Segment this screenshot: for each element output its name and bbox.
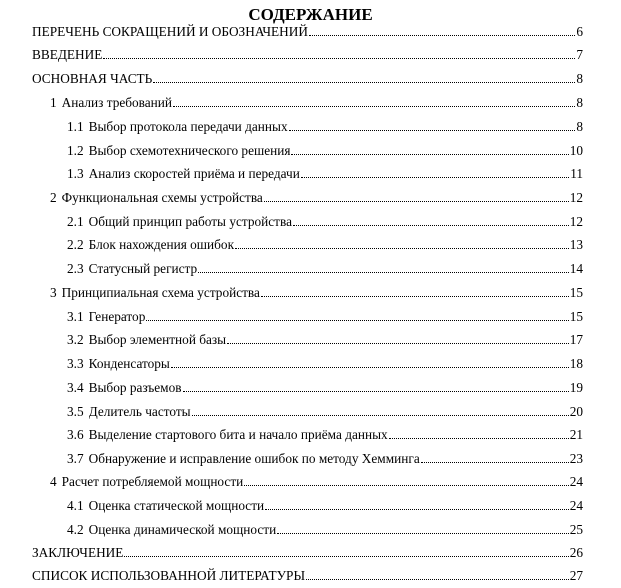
toc-dot-leader <box>264 201 569 202</box>
toc-entry-text: ЗАКЛЮЧЕНИЕ <box>32 545 124 560</box>
toc-page-number: 8 <box>576 119 583 134</box>
toc-page-number: 8 <box>576 71 583 86</box>
toc-entry-section-3-6[interactable] <box>67 427 583 443</box>
toc-page-number: 19 <box>569 380 583 395</box>
toc-dot-leader <box>235 248 569 249</box>
toc-entry-text: Выбор схемотехнического решения <box>88 143 291 158</box>
toc-entry-section-3[interactable] <box>50 285 583 301</box>
toc-page-number: 23 <box>569 451 583 466</box>
toc-page-number: 24 <box>569 474 583 489</box>
toc-entry-number: 3.4 <box>67 380 84 395</box>
toc-entry-number: 3.6 <box>67 427 84 442</box>
toc-entry-text: ПЕРЕЧЕНЬ СОКРАЩЕНИЙ И ОБОЗНАЧЕНИЙ <box>32 24 308 39</box>
toc-page-number: 15 <box>569 309 583 324</box>
toc-dot-leader <box>124 556 568 557</box>
toc-dot-leader <box>146 320 568 321</box>
toc-entry-text: Анализ скоростей приёма и передачи <box>88 166 300 181</box>
toc-entry-abbreviations[interactable] <box>32 24 583 40</box>
toc-dot-leader <box>198 272 569 273</box>
toc-entry-text: Блок нахождения ошибок <box>88 237 235 252</box>
toc-entry-section-3-7[interactable] <box>67 451 583 467</box>
toc-entry-text: Конденсаторы <box>88 356 170 371</box>
toc-dot-leader <box>103 58 575 59</box>
toc-entry-section-1-3[interactable] <box>67 166 583 182</box>
toc-entry-text: Расчет потребляемой мощности <box>61 474 244 489</box>
toc-entry-text: Статусный регистр <box>88 261 198 276</box>
toc-dot-leader <box>277 533 569 534</box>
toc-dot-leader <box>421 462 569 463</box>
toc-entry-number: 4.2 <box>67 522 84 537</box>
toc-entry-section-2-3[interactable] <box>67 261 583 277</box>
toc-dot-leader <box>183 391 569 392</box>
toc-page-number: 8 <box>576 95 583 110</box>
toc-dot-leader <box>227 343 569 344</box>
toc-entry-section-2-1[interactable] <box>67 214 583 230</box>
toc-dot-leader <box>293 225 569 226</box>
toc-dot-leader <box>261 296 569 297</box>
toc-entry-number: 2.2 <box>67 237 84 252</box>
toc-entry-text: Генератор <box>88 309 146 324</box>
toc-entry-number: 1.1 <box>67 119 84 134</box>
toc-dot-leader <box>244 485 568 486</box>
toc-entry-text: Выбор элементной базы <box>88 332 227 347</box>
toc-page-number: 12 <box>569 214 583 229</box>
toc-entry-section-4-2[interactable] <box>67 522 583 538</box>
toc-dot-leader <box>289 130 576 131</box>
toc-entry-number: 2 <box>50 190 57 205</box>
toc-page-number: 6 <box>576 24 583 39</box>
toc-page-number: 21 <box>569 427 583 442</box>
toc-entry-section-3-2[interactable] <box>67 332 583 348</box>
toc-page-number: 20 <box>569 404 583 419</box>
toc-dot-leader <box>309 35 575 36</box>
toc-entry-number: 3.2 <box>67 332 84 347</box>
toc-page-number: 17 <box>569 332 583 347</box>
toc-entry-section-1-1[interactable] <box>67 119 583 135</box>
toc-entry-number: 2.1 <box>67 214 84 229</box>
toc-dot-leader <box>153 82 575 83</box>
toc-entry-number: 3.5 <box>67 404 84 419</box>
toc-entry-text: Оценка динамической мощности <box>88 522 277 537</box>
toc-entry-number: 3.3 <box>67 356 84 371</box>
toc-entry-section-3-1[interactable] <box>67 309 583 325</box>
toc-title: СОДЕРЖАНИЕ <box>248 5 373 24</box>
toc-entry-text: Функциональная схемы устройства <box>61 190 263 205</box>
toc-page-number: 27 <box>569 568 583 583</box>
toc-entry-introduction[interactable] <box>32 47 583 63</box>
toc-entry-main-part[interactable] <box>32 71 583 87</box>
toc-entry-section-3-4[interactable] <box>67 380 583 396</box>
toc-entry-conclusion[interactable] <box>32 545 583 561</box>
toc-entry-number: 3.7 <box>67 451 84 466</box>
toc-dot-leader <box>389 438 569 439</box>
toc-entry-section-3-3[interactable] <box>67 356 583 372</box>
toc-entry-number: 3.1 <box>67 309 84 324</box>
toc-dot-leader <box>171 367 569 368</box>
toc-page-number: 11 <box>570 166 583 181</box>
toc-entry-section-2-2[interactable] <box>67 237 583 253</box>
toc-page-number: 14 <box>569 261 583 276</box>
toc-dot-leader <box>306 579 569 580</box>
toc-entry-text: ОСНОВНАЯ ЧАСТЬ <box>32 71 153 86</box>
toc-entry-text: Общий принцип работы устройства <box>88 214 292 229</box>
toc-entry-text: Выделение стартового бита и начало приёма данных <box>88 427 388 442</box>
toc-entry-text: Выбор разъемов <box>88 380 182 395</box>
toc-dot-leader <box>265 509 569 510</box>
toc-entry-section-2[interactable] <box>50 190 583 206</box>
toc-page-number: 26 <box>569 545 583 560</box>
toc-dot-leader <box>173 106 575 107</box>
toc-page-number: 13 <box>569 237 583 252</box>
toc-dot-leader <box>192 415 569 416</box>
toc-entry-number: 2.3 <box>67 261 84 276</box>
toc-entry-number: 4 <box>50 474 57 489</box>
toc-page-number: 25 <box>569 522 583 537</box>
toc-entry-number: 4.1 <box>67 498 84 513</box>
toc-entry-section-1-2[interactable] <box>67 143 583 159</box>
toc-dot-leader <box>301 177 569 178</box>
toc-page-number: 7 <box>576 47 583 62</box>
toc-page-number: 10 <box>569 143 583 158</box>
toc-entry-section-4[interactable] <box>50 474 583 490</box>
toc-entry-number: 1 <box>50 95 57 110</box>
toc-page-number: 15 <box>569 285 583 300</box>
toc-page-number: 18 <box>569 356 583 371</box>
toc-page-number: 12 <box>569 190 583 205</box>
toc-entry-section-4-1[interactable] <box>67 498 583 514</box>
toc-entry-text: Делитель частоты <box>88 404 191 419</box>
toc-entry-references[interactable] <box>32 568 583 584</box>
toc-page-number: 24 <box>569 498 583 513</box>
toc-entry-section-3-5[interactable] <box>67 404 583 420</box>
toc-entry-section-1[interactable] <box>50 95 583 111</box>
toc-entry-text: Принципиальная схема устройства <box>61 285 260 300</box>
toc-entry-text: Анализ требований <box>61 95 173 110</box>
toc-entry-text: Оценка статической мощности <box>88 498 265 513</box>
toc-entry-text: СПИСОК ИСПОЛЬЗОВАННОЙ ЛИТЕРАТУРЫ <box>32 568 306 583</box>
toc-entry-text: Обнаружение и исправление ошибок по методу Хемминга <box>88 451 420 466</box>
toc-entry-number: 3 <box>50 285 57 300</box>
toc-dot-leader <box>291 154 568 155</box>
toc-entry-text: ВВЕДЕНИЕ <box>32 47 103 62</box>
toc-entry-number: 1.2 <box>67 143 84 158</box>
toc-entry-number: 1.3 <box>67 166 84 181</box>
toc-entry-text: Выбор протокола передачи данных <box>88 119 288 134</box>
